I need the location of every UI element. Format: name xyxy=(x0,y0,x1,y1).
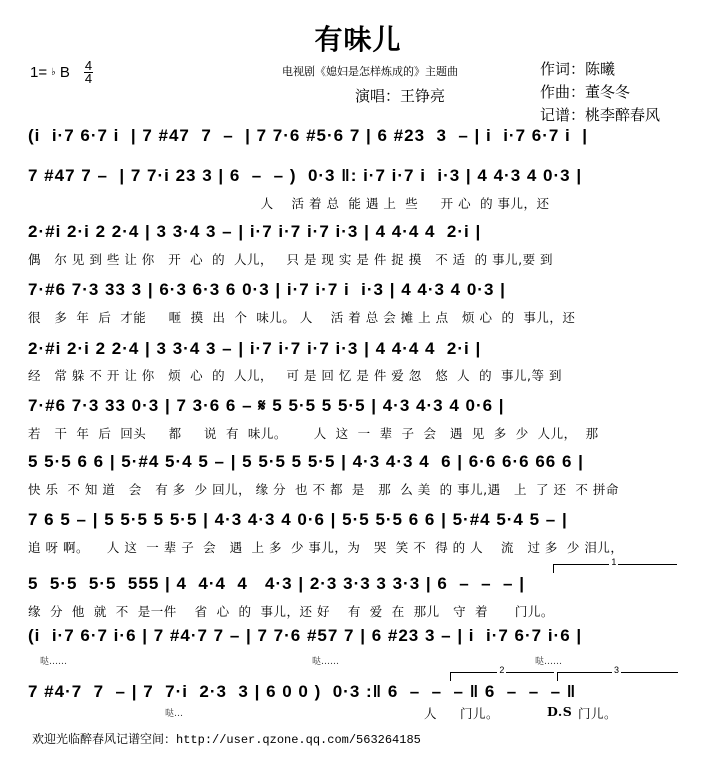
score-line: 7·#6 7·3 33 3 | 6·3 6·3 6 0·3 | i·7 i·7 i i·3 | 4 4·3 4 0·3 | xyxy=(28,280,506,299)
time-signature: $\frac{4}{4}$ xyxy=(84,58,93,86)
footer-text: 欢迎光临醉春风记谱空间： xyxy=(32,732,177,746)
lyrics-line: 缘 分 他 就 不 是一件 省 心 的 事儿，还 好 有 爱 在 那儿 守 着 门儿。 xyxy=(28,604,554,619)
humming-text: 哒…… xyxy=(40,657,68,667)
score-line: 5 5·5 6 6 | 5·#4 5·4 5 – | 5 5·5 5 5·5 | 4·3 4·3 4 6 | 6·6 6·6 66 6 | xyxy=(28,452,584,471)
transcriber: 记谱：桃李醉春风 xyxy=(540,106,661,124)
humming-text: 哒…… xyxy=(312,657,340,667)
composer: 作曲：董冬冬 xyxy=(540,83,631,101)
score-line: (i i·7 6·7 i·6 | 7 #4·7 7 – | 7 7·6 #57 7 | 6 #23 3 – | i i·7 6·7 i·6 | xyxy=(28,626,583,645)
footer-url[interactable]: http://user.qzone.qq.com/563264185 xyxy=(176,733,421,747)
score-line: 7 #47 7 – | 7 7·i 23 3 | 6 – – ) 0·3 ‖: i·7 i·7 i i·3 | 4 4·3 4 0·3 | xyxy=(28,166,583,185)
credits xyxy=(540,58,660,127)
humming-text: 哒… xyxy=(165,709,184,719)
score-line: 7 6 5 – | 5 5·5 5 5·5 | 4·3 4·3 4 0·6 | 5·5 5·5 6 6 | 5·#4 5·4 5 – | xyxy=(28,510,568,529)
lyricist: 作词：陈曦 xyxy=(540,60,616,78)
score-line: (i i·7 6·7 i | 7 #47 7 – | 7 7·6 #5·6 7 | 6 #23 3 – | i i·7 6·7 i | xyxy=(28,126,588,145)
lyrics-line: 经 常 躲 不 开 让 你 烦 心 的 人儿， 可 是 回 忆 是 件 爱 忽 悠 人 的 事儿,等 到 xyxy=(28,368,562,383)
lyrics-line: 追 呀 啊。 人 这 一 辈 子 会 遇 上 多 少 事儿，为 哭 笑 不 得 的 人 流 过 多 少 泪儿， xyxy=(28,540,624,555)
page-title: 有味儿 xyxy=(314,23,402,56)
score-line: 5 5·5 5·5 555 | 4 4·4 4 4·3 | 2·3 3·3 3 3·3 | 6 – – – | xyxy=(28,574,525,593)
score-line: 7·#6 7·3 33 0·3 | 7 3·6 6 – 𝄋 5 5·5 5 5·5 | 4·3 4·3 4 0·6 | xyxy=(28,396,505,415)
lyrics-line: 很 多 年 后 才能 咂 摸 出 个 味儿。 人 活 着 总 会 摊 上 点 烦 心 的 事儿，还 xyxy=(28,310,576,325)
score-line: 7 #4·7 7 – | 7 7·i 2·3 3 | 6 0 0 ) 0·3 :‖ 6 – – – ‖ 6 – – – ‖ xyxy=(28,682,577,701)
ending-lyric-3: 门儿。 xyxy=(578,706,618,721)
humming-text: 哒…… xyxy=(535,657,563,667)
volta-2: 2 xyxy=(450,672,554,681)
ending-lyric-2: 门儿。 xyxy=(460,706,500,721)
volta-1: 1 xyxy=(553,564,677,573)
key-note: B xyxy=(59,64,70,81)
flat-icon: ♭ xyxy=(51,67,56,78)
key-label: 1= xyxy=(30,64,48,81)
score-line: 2·#i 2·i 2 2·4 | 3 3·4 3 – | i·7 i·7 i·7 i·3 | 4 4·4 4 2·i | xyxy=(28,222,482,241)
subtitle: 电视剧《媳妇是怎样炼成的》主题曲 xyxy=(282,65,458,78)
lyrics-line: 人 活 着 总 能 遇 上 些 开 心 的 事儿，还 xyxy=(28,196,550,211)
volta-3: 3 xyxy=(557,672,678,681)
lyrics-line: 若 干 年 后 回头 都 说 有 味儿。 人 这 一 辈 子 会 遇 见 多 少 人儿， 那 xyxy=(28,426,599,441)
footer xyxy=(32,730,421,747)
lyrics-line: 偶 尔 见 到 些 让 你 开 心 的 人儿， 只 是 现 实 是 件 捉 摸 不 适 的 事儿,要 到 xyxy=(28,252,554,267)
key-signature xyxy=(30,60,93,85)
lyrics-line: 快 乐 不 知 道 会 有 多 少 回儿， 缘 分 也 不 都 是 那 么 美 的 事儿,遇 上 了 还 不 拼命 xyxy=(28,482,619,497)
ending-lyric-ren: 人 xyxy=(424,706,438,721)
dal-segno-mark: D.S xyxy=(547,704,573,719)
singer: 演唱：王铮亮 xyxy=(355,87,446,105)
score-line: 2·#i 2·i 2 2·4 | 3 3·4 3 – | i·7 i·7 i·7 i·3 | 4 4·4 4 2·i | xyxy=(28,339,482,358)
